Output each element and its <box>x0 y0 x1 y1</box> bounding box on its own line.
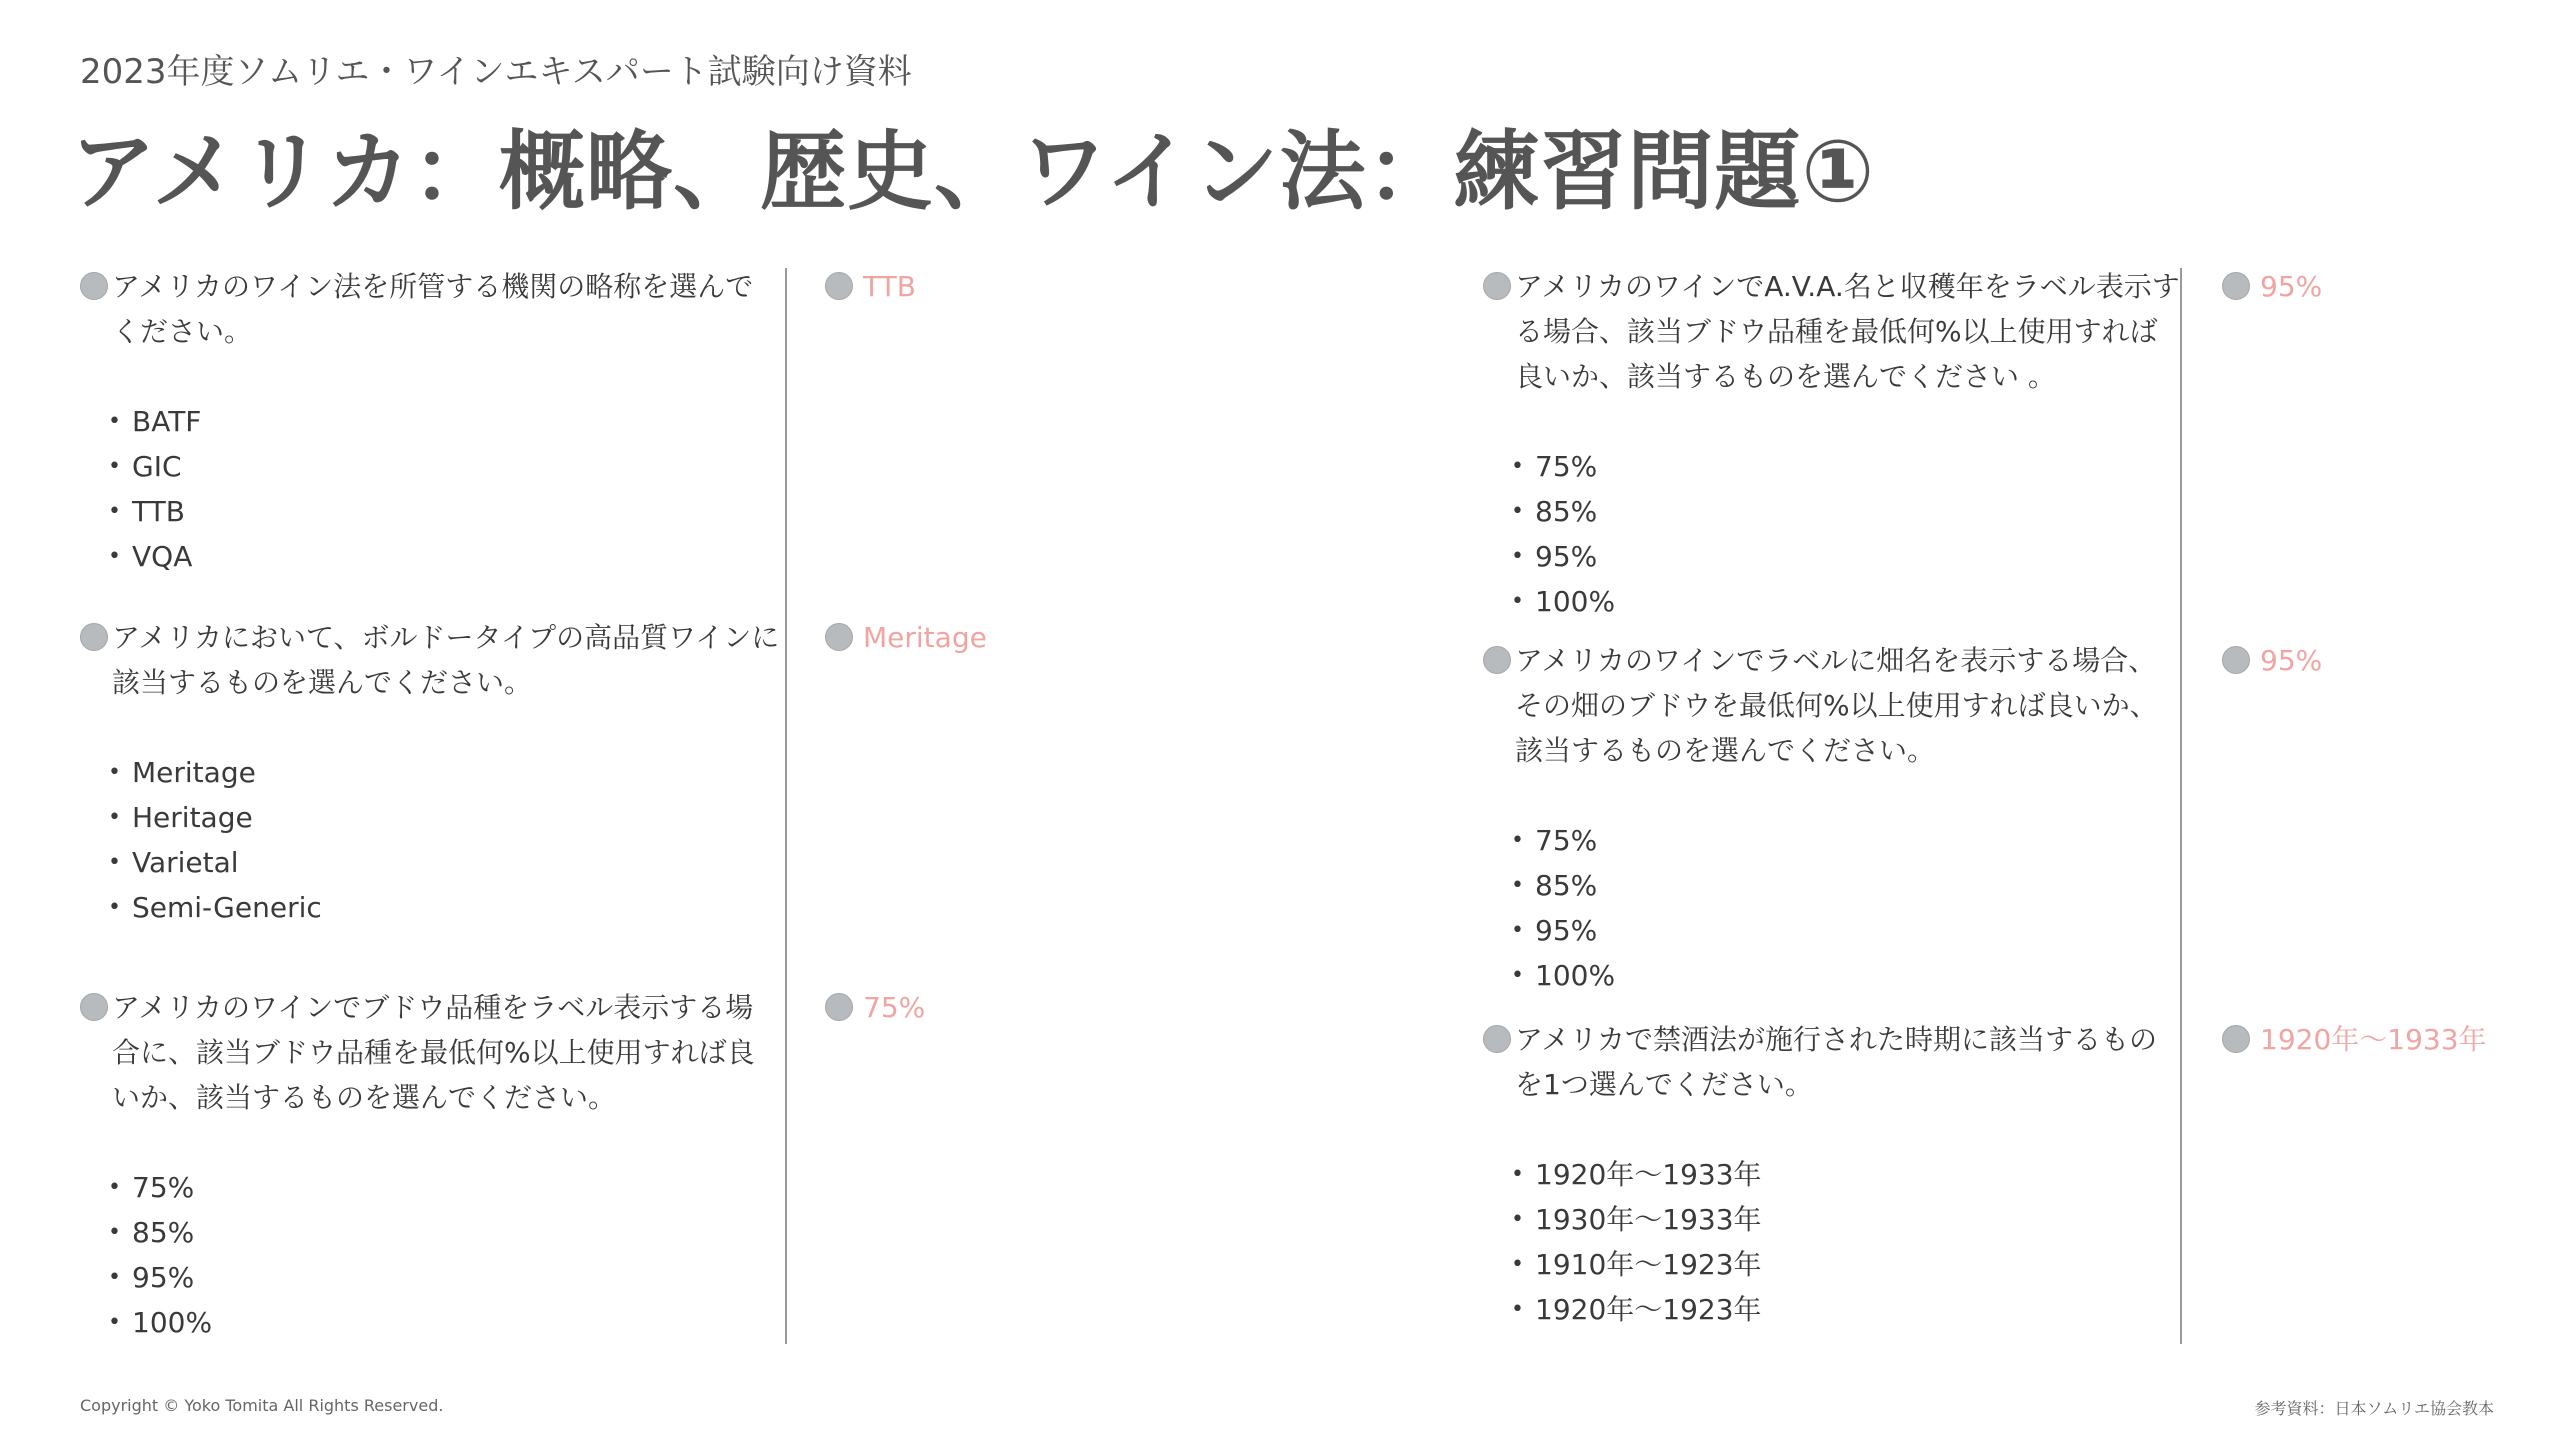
answer-text: 95% <box>2260 644 2323 677</box>
copyright-notice: Copyright © Yoko Tomita All Rights Reserved. <box>80 1396 444 1415</box>
option-item: • Semi-Generic <box>80 885 780 930</box>
answer-bullet-icon <box>825 623 853 651</box>
option-item: • 85% <box>1483 863 2183 908</box>
answer-1 <box>825 264 916 309</box>
option-item: • TTB <box>80 489 780 534</box>
option-item: • Meritage <box>80 750 780 795</box>
question-bullet-icon <box>80 272 108 300</box>
option-item: • Varietal <box>80 840 780 885</box>
options-list <box>80 750 780 930</box>
option-item: • 75% <box>80 1165 780 1210</box>
question-text: アメリカのワイン法を所管する機関の略称を選んでください。 <box>112 270 754 348</box>
answer-bullet-icon <box>2222 272 2250 300</box>
option-item: • BATF <box>80 399 780 444</box>
options-list <box>1483 444 2183 624</box>
option-item: • 1930年～1933年 <box>1483 1197 2183 1242</box>
option-item: • 1920年～1933年 <box>1483 1152 2183 1197</box>
options-list <box>80 1165 780 1345</box>
answer-3 <box>825 985 925 1030</box>
answer-bullet-icon <box>825 272 853 300</box>
option-item: • 95% <box>80 1255 780 1300</box>
answer-text: 75% <box>863 991 926 1024</box>
option-item: • 100% <box>1483 953 2183 998</box>
option-item: • 85% <box>80 1210 780 1255</box>
option-item: • 100% <box>1483 579 2183 624</box>
question-text: アメリカのワインでブドウ品種をラベル表示する場合に、該当ブドウ品種を最低何%以上使用すれば良いか、該当するものを選んでください。 <box>112 991 755 1114</box>
option-item: • 100% <box>80 1300 780 1345</box>
option-item: • 75% <box>1483 444 2183 489</box>
reference-note: 参考資料：日本ソムリエ協会教本 <box>2254 1399 2494 1418</box>
answer-text: TTB <box>863 270 916 303</box>
question-bullet-icon <box>1483 646 1511 674</box>
question-bullet-icon <box>1483 272 1511 300</box>
answer-text: 95% <box>2260 270 2323 303</box>
question-bullet-icon <box>80 993 108 1021</box>
question-text: アメリカのワインでA.V.A.名と収穫年をラベル表示する場合、該当ブドウ品種を最低何%以上使用すれば良いか、該当するものを選んでください 。 <box>1515 270 2180 393</box>
answer-bullet-icon <box>2222 646 2250 674</box>
option-item: • 95% <box>1483 908 2183 953</box>
option-item: • 95% <box>1483 534 2183 579</box>
question-bullet-icon <box>1483 1025 1511 1053</box>
options-list <box>1483 818 2183 998</box>
page-title: アメリカ：概略、歴史、ワイン法：練習問題① <box>70 122 1876 222</box>
answer-4 <box>2222 264 2322 309</box>
answer-bullet-icon <box>825 993 853 1021</box>
options-list <box>80 399 780 579</box>
question-block-2 <box>80 615 780 930</box>
answer-bullet-icon <box>2222 1025 2250 1053</box>
option-item: • Heritage <box>80 795 780 840</box>
question-text: アメリカのワインでラベルに畑名を表示する場合、その畑のブドウを最低何%以上使用すれば良いか、該当するものを選んでください。 <box>1515 644 2158 767</box>
answer-2 <box>825 615 987 660</box>
question-block-3 <box>80 985 780 1345</box>
page-subtitle: 2023年度ソムリエ・ワインエキスパート試験向け資料 <box>80 52 912 92</box>
question-bullet-icon <box>80 623 108 651</box>
answer-5 <box>2222 638 2322 683</box>
option-item: • 1920年～1923年 <box>1483 1287 2183 1332</box>
option-item: • VQA <box>80 534 780 579</box>
question-block-1 <box>80 264 780 579</box>
answer-text: Meritage <box>863 621 987 654</box>
question-text: アメリカで禁酒法が施行された時期に該当するものを1つ選んでください。 <box>1515 1023 2158 1101</box>
option-item: • GIC <box>80 444 780 489</box>
answer-6 <box>2222 1017 2487 1062</box>
question-text: アメリカにおいて、ボルドータイプの高品質ワインに該当するものを選んでください。 <box>112 621 780 699</box>
options-list <box>1483 1152 2183 1332</box>
answer-text: 1920年～1933年 <box>2260 1023 2487 1056</box>
option-item: • 85% <box>1483 489 2183 534</box>
column-divider-left <box>785 268 787 1344</box>
option-item: • 1910年～1923年 <box>1483 1242 2183 1287</box>
question-block-5 <box>1483 638 2183 998</box>
option-item: • 75% <box>1483 818 2183 863</box>
question-block-4 <box>1483 264 2183 624</box>
question-block-6 <box>1483 1017 2183 1332</box>
